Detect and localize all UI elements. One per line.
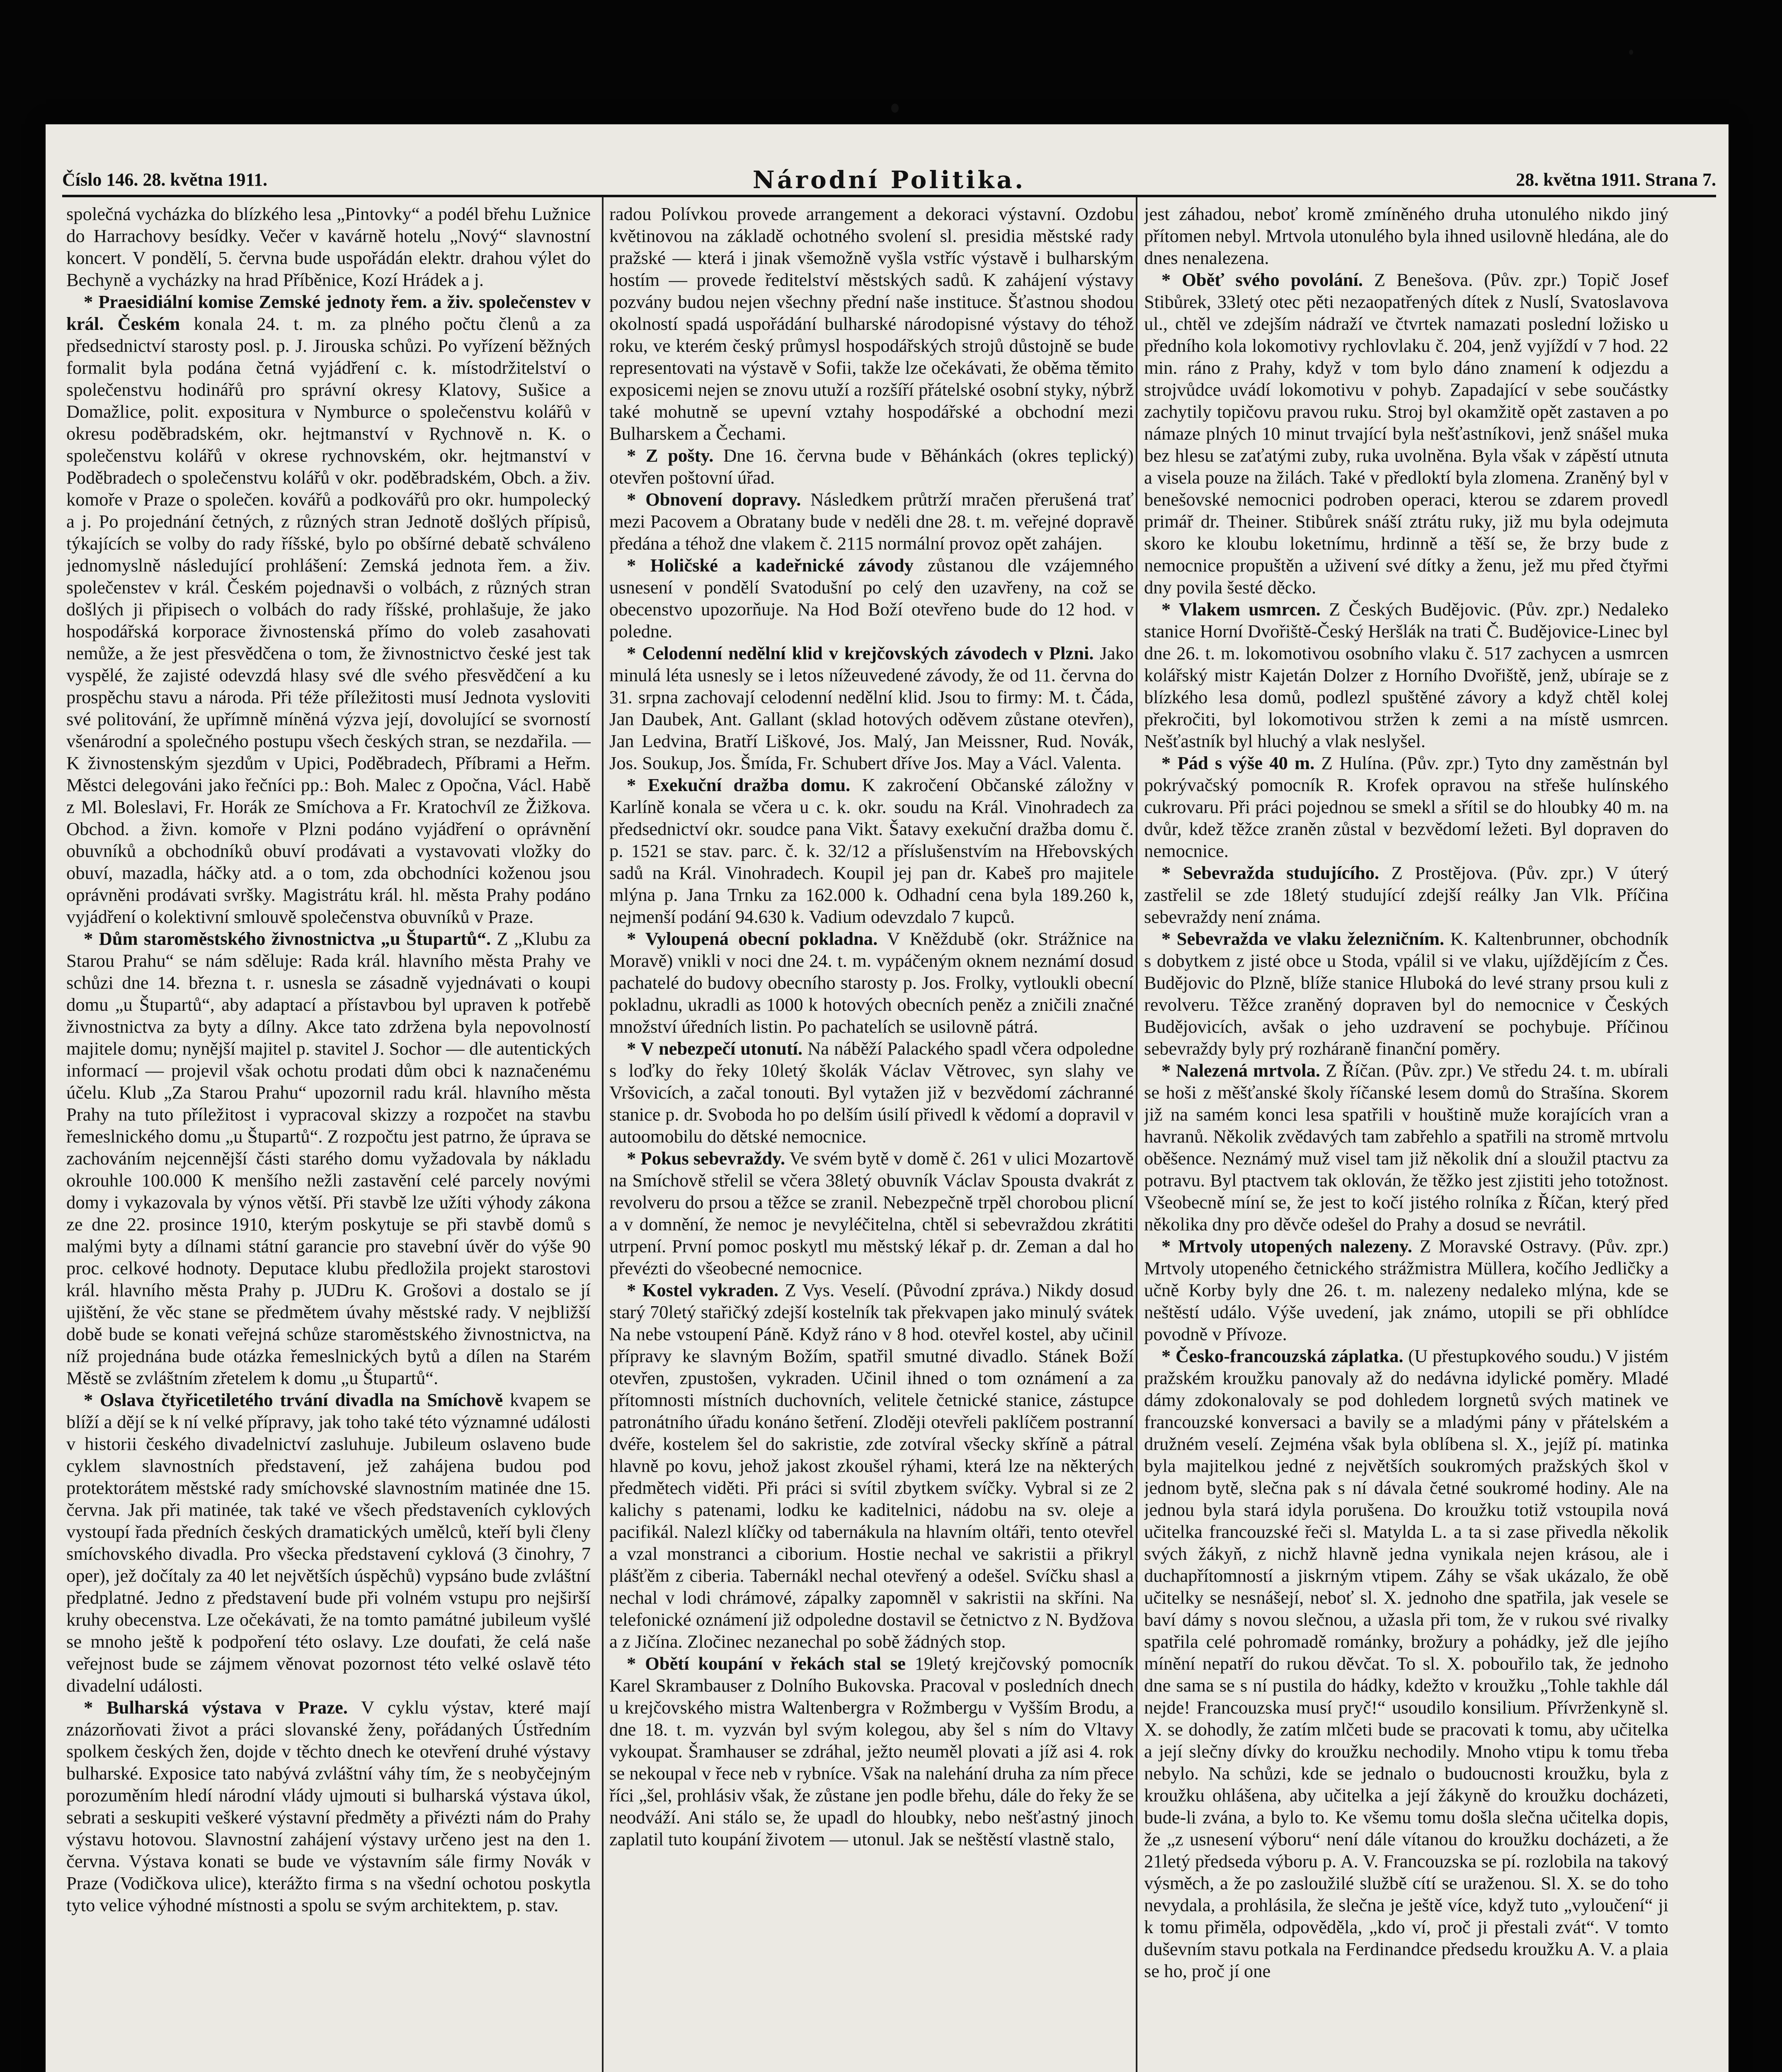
article-paragraph (609, 1147, 1134, 1279)
article-headline: * Vyloupená obecní pokladna. (627, 928, 878, 949)
article-body: K zakročení Občanské záložny v Karlíně konala se včera u c. k. okr. soudu na Král. Vinohradech za předsednictví okr. soudce pana Vikt. Šatavy exekuční dražba domu č. p. 1521 se stav. parc. č. k. 32/12 a příslušenstvím na Hřebovských sadů na Král. Vinohradech. Koupil jej pan dr. Kabeš pro majitele mlýna p. Jana Trnku za 162.000 k. Odhadní cena byla 189.260 k, nejmenší podání 94.630 k. Vadium odevzdalo 7 kupců. (609, 775, 1134, 927)
article-headline: * V nebezpečí utonutí. (627, 1038, 803, 1059)
article-headline: * Obnovení dopravy. (627, 489, 801, 510)
article-paragraph (609, 554, 1134, 642)
article-paragraph (609, 203, 1134, 445)
article-body: společná vycházka do blízkého lesa „Pintovky“ a podél břehu Lužnice do Harrachovy besídky. Večer v kavárně hotelu „Nový“ slavnostní koncert. V pondělí, 5. června bude uspořádán elektr. drahou výlet do Bechyně a vycházky na hrad Příběnice, Kozí Hrádek a j. (66, 203, 591, 290)
article-headline: * Obětí koupání v řekách stal se (627, 1653, 906, 1674)
article-paragraph (1144, 1060, 1668, 1235)
article-paragraph (1144, 1345, 1668, 1982)
date-and-page: 28. května 1911. Strana 7. (1516, 169, 1716, 190)
article-body: Jako minulá léta usnesly se i letos nížeuvedené závody, že od 11. června do 31. srpna zachovají celodenní nedělní klid. Jsou to firmy: M. t. Čáda, Jan Daubek, Ant. Gallant (sklad hotových oděvem zůstane otevřen), Jan Ledvina, Bratří Liškové, Jos. Malý, Jan Meissner, Rud. Novák, Jos. Soukup, Jos. Šmída, Fr. Schubert dříve Jos. May a Václ. Valenta. (609, 643, 1134, 773)
article-body: (U přestupkového soudu.) V jistém pražském kroužku panovaly až do nedávna idylické poměry. Mladé dámy zdokonalovaly se pod dohledem lorgnetů svých matinek ve francouzské konversaci a bavily se a mladými pány v přátelském a družném veselí. Zejména však byla oblíbena sl. X., jejíž pí. matinka byla majitelkou jedné z největších soukromých pražských škol v jednom bytě, slečna pak s ní dávala četné soukromé hodiny. Ale na jednou byla stará idyla porušena. Do kroužku totiž vstoupila nová učitelka francouzské řeči sl. Matylda L. a ta si zase přivedla několik svých žákyň, z nichž hlavně jedna vynikala nejen krásou, ale i duchapřítomností a jiskrným vtipem. Záhy se však ukázalo, že obě učitelky se nesnášejí, neboť sl. X. jednoho dne spatřila, jak vesele se baví dámy s novou slečnou, a užasla při tom, že v rukou své rivalky spatřila celé pohromadě románky, brožury a pohádky, jež dle jejího mínění nepatří do rukou děvčat. To sl. X. pobouřilo tak, že jednoho dne sama se s ní pustila do hádky, kdežto v kroužku „Tohle takhle dál nejde! Francouzska musí pryč!“ usoudilo konsilium. Přívrženkyně sl. X. se dohodly, že zatím mlčeti bude se pracovati k tomu, aby učitelka a její slečny dívky do kroužku nechodily. Mnoho vtipu k tomu třeba nebylo. Na schůzi, kde se jednalo o budoucnosti kroužku, byla z kroužku ohlášena, aby učitelka a její žákyně do kroužku docházeti, bude-li zvána, a bylo to. Ke všemu tomu došla slečna učitelka dopis, že „z usnesení výboru“ není dále vítanou do kroužku docházeti, a že 21letý předseda výboru p. A. V. Francouzska se pí. rozlobila na takový výsměch, a že po zasloužilé službě cítí se uraženou. Sl. X. se do toho nevydala, a prohlásila, že slečna je ještě více, když tuto „vyloučení“ ji k tomu přiměla, odpověděla, „kdo ví, proč ji přestali zvát“. V tomto duševním stavu potkala na Ferdinandce předsedu kroužku A. V. a plaia se ho, proč jí one (1144, 1346, 1668, 1981)
column-divider (1136, 197, 1137, 2072)
article-headline: * Celodenní nedělní klid v krejčovských závodech v Plzni. (627, 643, 1094, 663)
article-body: Na náběží Palackého spadl včera odpoledne s loďky do řeky 10letý školák Václav Větrovec, syn slahy ve Vršovicích, a začal tonouti. Byl vytažen již v bezvědomí záchranné stanice p. dr. Svoboda ho po delším úsilí přivedl k vědomí a dopravil v autoomobilu do dětské nemocnice. (609, 1038, 1134, 1147)
print-speck (1629, 50, 1633, 55)
article-body: K. Kaltenbrunner, obchodník s dobytkem z jisté obce u Stoda, vpálil si ve vlaku, ujíždějícím z Čes. Budějovic do Plzně, blíže stanice Hluboká do levé strany prsou kuli z revolveru. Těžce zraněný dopraven byl do nemocnice v Českých Budějovicích, avšak o jeho uzdravení se pochybuje. Příčinou sebevraždy byly prý rozháraně finanční poměry. (1144, 928, 1668, 1059)
article-headline: * Oběť svého povolání. (1161, 269, 1363, 290)
article-body: Z Hulína. (Pův. zpr.) Tyto dny zaměstnán byl pokrývačský pomocník R. Krofek opravou na střeše hulínského cukrovaru. Při práci pojednou se smekl a sřítil se do hloubky 40 m. na dvůr, kdež těžce zraněn zůstal v bezvědomí ležeti. Byl dopraven do nemocnice. (1144, 753, 1668, 861)
article-headline: * Sebevražda studujícího. (1161, 862, 1380, 883)
article-body: Z „Klubu za Starou Prahu“ se nám sděluje: Rada král. hlavního města Prahy ve schůzi dne 14. března t. r. usnesla se zásadně vyjednávati o koupi domu „u Štupartů“, aby adaptací a přístavbou byl upraven k potřebě živnostnictva za byty a dílny. Akce tato zdržena byla nepovolností majitele domu; nynější majitel p. stavitel J. Sochor — dle autentických informací — projevil však ochotu prodati dům obci k naznačenému účelu. Klub „Za Starou Prahu“ upozornil radu král. hlavního města Prahy na tuto příležitost i vypracoval skizzy a rozpočet na stavbu řemeslnického domu „u Štupartů“. Z rozpočtu jest patrno, že úprava se zachováním nejcennější části starého domu vyžadovala by nákladu okrouhle 100.000 K menšího nežli zastavění celé parcely novými domy i vykazovala by výnos větší. Při stavbě lze užíti výhody zákona ze dne 22. prosince 1910, kterým poskytuje se při stavbě domů s malými byty a dílnami státní garancie pro stavební úvěr do výše 90 proc. celkové hodnoty. Deputace klubu předložila projekt starostovi král. hlavního města Prahy p. JUDru K. Grošovi a dostalo se jí ujištění, že věc stane se předmětem úvahy městské rady. V nejbližší době bude se konati veřejná schůze staroměstského živnostnictva, na níž projednána bude otázka řemeslnických bytů a dílen na Starém Městě se zvláštním zřetelem k domu „u Štupartů“. (66, 928, 591, 1388)
article-headline: * Holičské a kadeřnické závody (627, 555, 914, 576)
article-headline: * Mrtvoly utopených nalezeny. (1161, 1236, 1412, 1256)
article-body: kvapem se blíží a dějí se k ní velké přípravy, jak toho také této významné události v historii českého divadelnictví zasluhuje. Jubileum oslaveno bude cyklem slavnostních představení, jež zahájena budou pod protektorátem městské rady smíchovské slavnostním matinée dne 15. června. Jak při matinée, tak také ve všech představeních cyklových vystoupí řada předních českých dramatických umělců, kteří byli členy smíchovského divadla. Pro všecka představení cyklová (3 činohry, 7 oper), jež dočítaly za 40 let největších úspěchů) vypsáno bude zvláštní předplatné. Jedno z představení bude při volném vstupu pro nejširší kruhy obecenstva. Lze očekávati, že na tomto památné jubileum vyšlé se mnoho ještě k podpoření této oslavy. Lze doufati, že celá naše veřejnost bude se zájmem věnovat pozornost této velké oslavě této divadelní události. (66, 1389, 591, 1696)
article-body: Z Vys. Veselí. (Původní zpráva.) Nikdy dosud starý 70letý stařičký zdejší kostelník tak překvapen jako minulý svátek Na nebe vstoupení Páně. Když ráno v 8 hod. otevřel kostel, aby učinil přípravy ke slavným Božím, spatřil smutné divadlo. Stánek Boží otevřen, zpustošen, vykraden. Učinil ihned o tom oznámení a za přítomnosti místních duchovních, velitele četnické stanice, zástupce patronátního úřadu konáno šetření. Zloději otevřeli paklíčem postranní dvéře, kostelem šel do sakristie, zde zotvíral všecky skříně a pátral hlavně po kovu, jehož jakost zkoušel rýhami, která lze na některých předmětech viděti. Při práci si svítil zbytkem svíčky. Vybral si ze 2 kalichy s patenami, lodku ke kaditelnici, nádobu na sv. oleje a pacifikál. Nalezl klíčky od tabernákula na hlavním oltáři, tento otevřel a vzal monstranci a ciborium. Hostie nechal ve sakristii a přikryl plášťěm z ciberia. Tabernákl nechal otevřený a odešel. Svíčku shasl a nechal v lodi chrámové, zápalky zapomněl v sakristii na skříni. Na telefonické oznámení již odpoledne dostavil se četnictvo z N. Bydžova a z Jičína. Zločinec nezanechal po sobě žádných stop. (609, 1280, 1134, 1652)
article-paragraph (66, 291, 591, 928)
article-body: zůstanou dle vzájemného usnesení v pondělí Svatodušní po celý den uzavřeny, na což se obecenstvo upozorňuje. Na Hod Boží otevřeno bude do 12 hod. v poledne. (609, 555, 1134, 641)
article-body: Z Moravské Ostravy. (Pův. zpr.) Mrtvoly utopeného četnického strážmistra Müllera, kočího Jedličky a učně Korby byly dne 26. t. m. nalezeny nedaleko mlýna, kde se neštěstí událo. Výše uvedení, jak známo, utopili se při obhlídce povodně v Přívoze. (1144, 1236, 1668, 1344)
article-paragraph (609, 928, 1134, 1038)
article-paragraph (66, 1697, 591, 1916)
article-body: konala 24. t. m. za plného počtu členů a za předsednictví starosty posl. p. J. Jirouska schůzi. Po vyřízení běžných formalit byla podána četná vyjádření c. k. místodržitelství o společenstvu hodinářů pro správní okresy Klatovy, Sušice a Domažlice, polit. expositura v Nymburce o společenstvu kolářů v okresu poděbradském, okr. hejtmanství v Rychnově n. K. o společenstvu kolářů v okrese rychnovském, okr. hejtmanství v Poděbradech o společenstvu kolářů v okr. poděbradském, Obch. a živ. komoře v Praze o společen. kovářů a podkovářů pro okr. humpolecký a j. Po projednání četných, z různých stran Jednotě došlých přípisů, týkajících se volby do rady říšské, bylo po obšírné debatě schváleno jednomyslně následující prohlášení: Zemská jednota řem. a živ. společenstev v král. Českém pojednavši o volbách, z různých stran došlých ji připisech o volbách do rady říšské, prohlašuje, že jako hospodářská korporace živnostenská přímo do voleb zasahovati nemůže, a že jest přesvědčena o tom, že živnostnictvo české jest tak vyspělé, že zajisté odevzdá hlasy své dle svého přesvědčení a ku prospěchu stavu a národa. Při téže příležitosti musí Jednota vysloviti své politování, že upřímně míněná výzva její, dovolující se svorností všenárodní a společného postupu všech českých stran, se nezdařila. — K živnostenským sjezdům v Upici, Poděbradech, Příbrami a Heřm. Městci delegováni jako řečníci pp.: Boh. Malec z Opočna, Václ. Habě z Ml. Boleslavi, Fr. Horák ze Smíchova a Fr. Kratochvíl ze Žižkova. Obchod. a živn. komoře v Plzni podáno vyjádření o oprávnění obuvníků a obchodníků obuví prodávati a vystavovati vložky do obuví, mazadla, háčky atd. a o tom, zda obchodníci koženou jsou oprávněni prodávati svršky. Magistrátu král. hl. města Prahy podáno vyjádření o kolektivní smlouvě společenstva obuvníků v Praze. (66, 313, 591, 927)
article-body: Z Benešova. (Pův. zpr.) Topič Josef Stibůrek, 33letý otec pěti nezaopatřených dítek z Nuslí, Svatoslavova ul., chtěl ve zdejším nádraží ve čtvrtek namazati poslední ložisko u předního kola lokomotivy rychlovlaku č. 204, jenž vyjíždí v 7 hod. 22 min. ráno z Prahy, když v tom bylo dáno znamení k odjezdu a strojvůdce uvádí lokomotivu v pohyb. Zapadající v sebe součástky zachytily topičovu pravou ruku. Stroj byl okamžitě opět zastaven a po námaze plných 10 minut trvající byla nešťastníkovi, jenž snášel muka bez hlesu se zaťatými zuby, ruka uvolněna. Byla však v zápěstí utnuta a visela pouze na žilách. Také v předloktí byla zlomena. Zraněný byl v benešovské nemocnici podroben operaci, kterou se zdarem provedl primář dr. Theiner. Stibůrek snáší ztrátu ruky, již mu byla odejmuta skoro ke kloubu loketnímu, hrdinně a těší se, že brzy bude z nemocnice propuštěn a uživení své dítky a ženu, jež mu před čtyřmi dny povila šesté děcko. (1144, 269, 1668, 598)
article-body: Ve svém bytě v domě č. 261 v ulici Mozartově na Smíchově střelil se včera 38letý obuvník Václav Spousta dvakrát z revolveru do prsou a těžce se zranil. Nebezpečně trpěl chorobou plicní a v domnění, že nemoc je nevyléčitelna, chtěl si sebevraždou zkrátiti utrpení. První pomoc poskytl mu městský lékař p. dr. Zeman a dal ho převézti do všeobecné nemocnice. (609, 1148, 1134, 1278)
article-body: V cyklu výstav, které mají znázorňovati život a práci slovanské ženy, pořádaných Ústředním spolkem českých žen, dojde v těchto dnech ke otevření druhé výstavy bulharské. Exposice tato nabývá zvláštní váhy tím, že s neobyčejným porozuměním hledí národní vlády ujmouti si bulharská výstava úkol, sebrati a seskupiti veškeré výstavní předměty a přivézti nám do Prahy výstavu hotovou. Slavnostní zahájení výstavy určeno jest na den 1. června. Výstava konati se bude ve výstavním sále firmy Novák v Praze (Vodičkova ulice), kterážto firma s na všední ochotou poskytla tyto velice výhodné místnosti a spolu se svým architektem, p. stav. (66, 1697, 591, 1915)
article-body: 19letý krejčovský pomocník Karel Skrambauser z Dolního Bukovska. Pracoval v posledních dnech u krejčovského mistra Waltenbergra v Rožmbergu v Vyšším Brodu, a dne 18. t. m. vyzván byl svým kolegou, aby šel s ním do Vltavy vykoupat. Šramhauser se zdráhal, ježto neuměl plovati a jíž asi 4. rok se nekoupal v řece neb v rybníce. Však na nalehání druha za ním přece říci „šel, prohlásiv však, že zůstane jen podle břehu, dále do řeky že se neodváží. Ani stálo se, že upadl do hloubky, nebo nešťastný jinoch zaplatil tuto koupání životem — utonul. Jak se neštěstí vlastně stalo, (609, 1653, 1134, 1849)
article-column-1 (66, 203, 591, 2072)
article-paragraph (609, 642, 1134, 774)
article-headline: * Dům staroměstského živnostnictva „u Štupartů“. (84, 928, 491, 949)
article-headline: * Bulharská výstava v Praze. (84, 1697, 348, 1718)
article-paragraph (66, 928, 591, 1389)
print-speck (891, 104, 899, 113)
article-paragraph (609, 774, 1134, 928)
article-headline: * Oslava čtyřicetiletého trvání divadla na Smíchově (84, 1389, 503, 1410)
article-paragraph (609, 1038, 1134, 1147)
article-paragraph (1144, 1235, 1668, 1345)
article-paragraph (609, 445, 1134, 489)
issue-number: Číslo 146. 28. května 1911. (62, 169, 268, 190)
masthead-title: Národní Politika. (752, 166, 1026, 194)
page-header (62, 166, 1716, 195)
article-paragraph (66, 203, 591, 291)
article-body: V Kněždubě (okr. Strážnice na Moravě) vnikli v noci dne 24. t. m. vypáčeným oknem neznámí dosud pachatelé do budovy obecního starosty p. Jos. Frolky, vytloukli obecní pokladnu, ukradli as 1000 k hotových obecních peněz a zničili značné množství úředních listin. Po pachatelích se usilovně pátrá. (609, 928, 1134, 1037)
article-body: Z Říčan. (Pův. zpr.) Ve středu 24. t. m. ubírali se hoši z měšťanské školy říčanské lesem domů do Strašína. Skorem již na samém konci lesa spatřili v houštině muže korajících vran a havranů. Několik zvědavých tam zabřehlo a spatřili na stromě mrtvolu oběšence. Neznámý muž visel tam již několik dní a sloužil ptactvu za potravu. Byl ptactvem tak oklován, že těžko jest zjistiti jeho totožnost. Všeobecně míní se, že jest to kočí jistého rolníka z Říčan, který před několika dny pro děvče odešel do Prahy a dosud se nevrátil. (1144, 1060, 1668, 1234)
article-paragraph (1144, 598, 1668, 752)
article-headline: * Pád s výše 40 m. (1161, 753, 1315, 773)
article-paragraph (66, 1389, 591, 1697)
article-body: Dne 16. června bude v Běhánkách (okres teplický) otevřen poštovní úřad. (609, 445, 1134, 488)
article-paragraph (1144, 752, 1668, 862)
article-paragraph (1144, 862, 1668, 928)
article-body: radou Polívkou provede arrangement a dekoraci výstavní. Ozdobu květinovou na základě ochotného svolení sl. presidia městské rady pražské — která i jinak všemožně vyšla vstříc výstavě i bulharským hostím — provede ředitelství městských sadů. K zahájení výstavy pozvány budou nejen všechny přední naše instituce. Šťastnou shodou okolností spadá uspořádání bulharské národopisné výstavy do téhož roku, ve kterém český průmysl hospodářských strojů důstojně se bude representovati na výstavě v Sofii, takže lze očekávati, že oběma těmito exposicemi nejen se znovu utuží a rozšíří přátelské osobní styky, nýbrž také mohutně se upevní vztahy hospodářské a obchodní mezi Bulharskem a Čechami. (609, 203, 1134, 444)
article-column-2 (609, 203, 1134, 2072)
article-headline: * Pokus sebevraždy. (627, 1148, 786, 1169)
article-headline: * Nalezená mrtvola. (1161, 1060, 1320, 1081)
article-body: Z Českých Budějovic. (Pův. zpr.) Nedaleko stanice Horní Dvořiště-Český Heršlák na trati Č. Budějovice-Linec byl dne 26. t. m. lokomotivou osobního vlaku č. 517 zachycen a usmrcen kolářský mistr Kajetán Dolzer z Horního Dvořiště, jenž, ubíraje se z blízkého lesa domů, podlezl spuštěné závory a když chtěl kolej překročiti, byl lokomotivou stržen k zemi a na místě usmrcen. Nešťastník byl hluchý a vlak neslyšel. (1144, 599, 1668, 751)
article-body: Z Prostějova. (Pův. zpr.) V úterý zastřelil se zde 18letý studující zdejší reálky Jan Vlk. Příčina sebevraždy není známa. (1144, 862, 1668, 927)
article-paragraph (609, 1279, 1134, 1653)
article-paragraph (1144, 203, 1668, 269)
article-headline: * Česko-francouzská záplatka. (1161, 1346, 1404, 1366)
article-paragraph (609, 489, 1134, 554)
column-divider (602, 197, 604, 2072)
article-headline: * Sebevražda ve vlaku železničním. (1161, 928, 1445, 949)
article-headline: * Z pošty. (627, 445, 714, 466)
article-paragraph (1144, 928, 1668, 1060)
article-headline: * Exekuční dražba domu. (627, 775, 851, 795)
article-headline: * Kostel vykraden. (627, 1280, 778, 1300)
article-body: jest záhadou, neboť kromě zmíněného druha utonulého nikdo jiný přítomen nebyl. Mrtvola utonulého byla ihned usilovně hledána, ale do dnes nenalezena. (1144, 203, 1668, 268)
article-headline: * Praesidiální komise Zemské jednoty řem. a živ. společenstev v král. Českém (66, 291, 591, 334)
article-headline: * Vlakem usmrcen. (1161, 599, 1321, 620)
article-paragraph (609, 1653, 1134, 1850)
article-paragraph (1144, 269, 1668, 598)
article-column-3 (1144, 203, 1668, 2072)
header-rule (62, 195, 1716, 197)
article-body: Následkem průtrží mračen přerušená trať mezi Pacovem a Obratany bude v neděli dne 28. t. m. veřejné dopravě předána a téhož dne vlakem č. 2115 normální provoz opět zahájen. (609, 489, 1134, 554)
